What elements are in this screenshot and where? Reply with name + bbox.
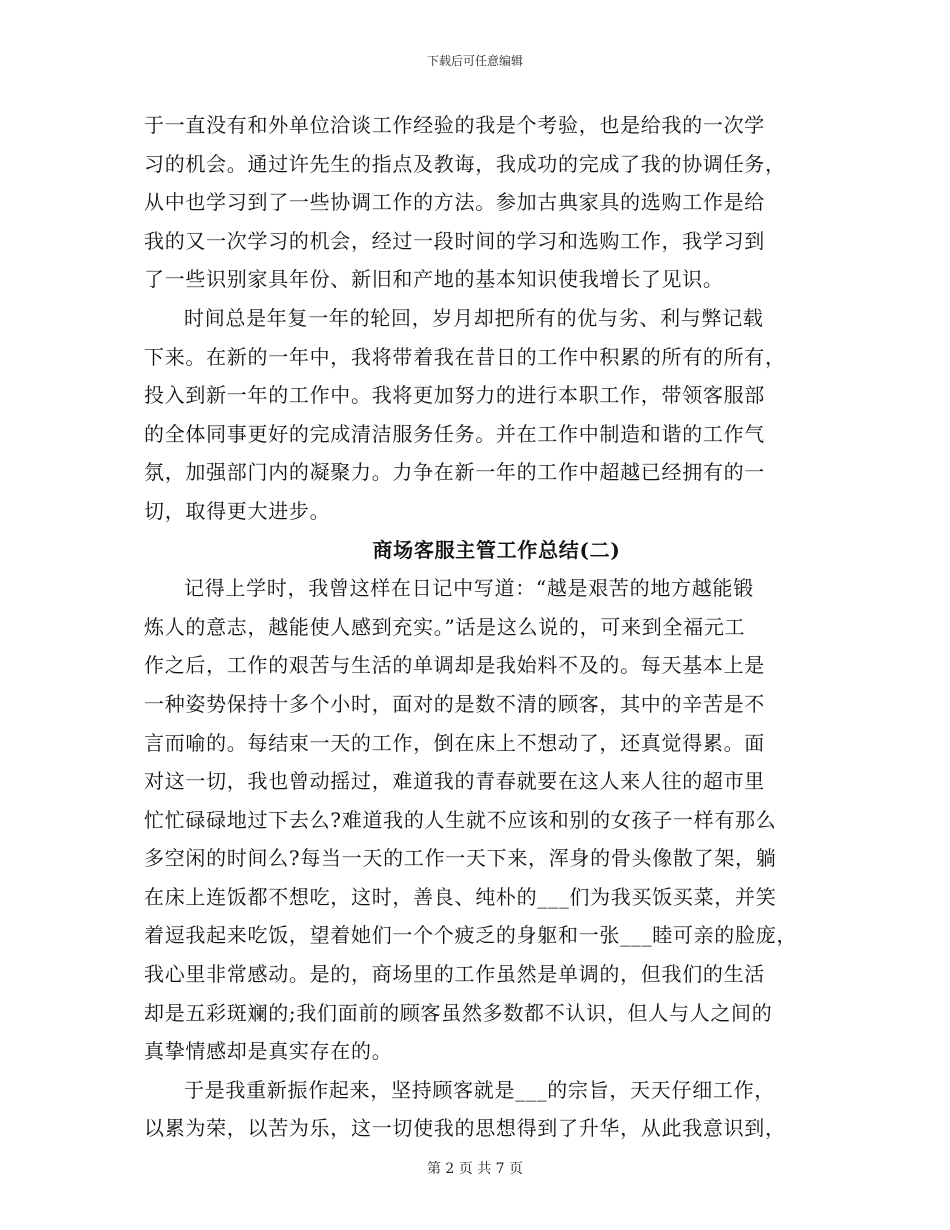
paragraph-start-line: 时间总是年复一年的轮回，岁月却把所有的优与劣、利与弊记载 <box>184 305 764 330</box>
document-body <box>144 106 809 1148</box>
text-line: 在床上连饭都不想吃，这时，善良、纯朴的___们为我买饭买菜，并笑 <box>144 884 777 909</box>
text-line: 真挚情感却是真实存在的。 <box>144 1039 393 1064</box>
text-line: 多空闲的时间么?每当一天的工作一天下来，浑身的骨头像散了架，躺 <box>144 846 777 871</box>
text-line: 习的机会。通过许先生的指点及教诲，我成功的完成了我的协调任务， <box>144 151 786 176</box>
section-title: 商场客服主管工作总结(二) <box>372 537 621 562</box>
text-line: 投入到新一年的工作中。我将更加努力的进行本职工作，带领客服部 <box>144 383 765 408</box>
page-footer: 第 2 页 共 7 页 <box>426 1161 524 1177</box>
text-line: 了一些识别家具年份、新旧和产地的基本知识使我增长了见识。 <box>144 267 724 292</box>
text-line: 我的又一次学习的机会，经过一段时间的学习和选购工作，我学习到 <box>144 228 765 253</box>
text-line: 言而喻的。每结束一天的工作，倒在床上不想动了，还真觉得累。面 <box>144 730 765 755</box>
text-line: 切，取得更大进步。 <box>144 498 331 523</box>
text-line: 着逗我起来吃饭，望着她们一个个疲乏的身躯和一张___睦可亲的脸庞， <box>144 923 798 948</box>
text-line: 炼人的意志，越能使人感到充实。”话是这么说的，可来到全福元工 <box>144 614 746 639</box>
text-line: 于一直没有和外单位洽谈工作经验的我是个考验，也是给我的一次学 <box>144 113 765 137</box>
text-line: 忙忙碌碌地过下去么?难道我的人生就不应该和别的女孩子一样有那么 <box>144 807 777 832</box>
paragraph-start-line: 记得上学时，我曾这样在日记中写道：“越是艰苦的地方越能锻 <box>184 576 754 601</box>
text-line: 的全体同事更好的完成清洁服务任务。并在工作中制造和谐的工作气 <box>144 421 765 446</box>
text-line: 氛，加强部门内的凝聚力。力争在新一年的工作中超越已经拥有的一 <box>144 460 765 485</box>
page-header: 下载后可任意编辑 <box>426 54 523 68</box>
paragraph-start-line: 于是我重新振作起来，坚持顾客就是___的宗旨，天天仔细工作， <box>184 1077 775 1102</box>
text-line: 以累为荣，以苦为乐，这一切使我的思想得到了升华，从此我意识到， <box>144 1116 786 1141</box>
text-line: 我心里非常感动。是的，商场里的工作虽然是单调的，但我们的生活 <box>144 962 765 987</box>
text-line: 对这一切，我也曾动摇过，难道我的青春就要在这人来人往的超市里 <box>144 769 765 794</box>
text-line: 却是五彩斑斓的;我们面前的顾客虽然多数都不认识，但人与人之间的 <box>144 1000 773 1025</box>
text-line: 下来。在新的一年中，我将带着我在昔日的工作中积累的所有的所有， <box>144 344 786 369</box>
text-line: 作之后，工作的艰苦与生活的单调却是我始料不及的。每天基本上是 <box>144 653 765 678</box>
text-line: 从中也学习到了一些协调工作的方法。参加古典家具的选购工作是给 <box>144 190 765 215</box>
text-line: 一种姿势保持十多个小时，面对的是数不清的顾客，其中的辛苦是不 <box>144 691 765 716</box>
